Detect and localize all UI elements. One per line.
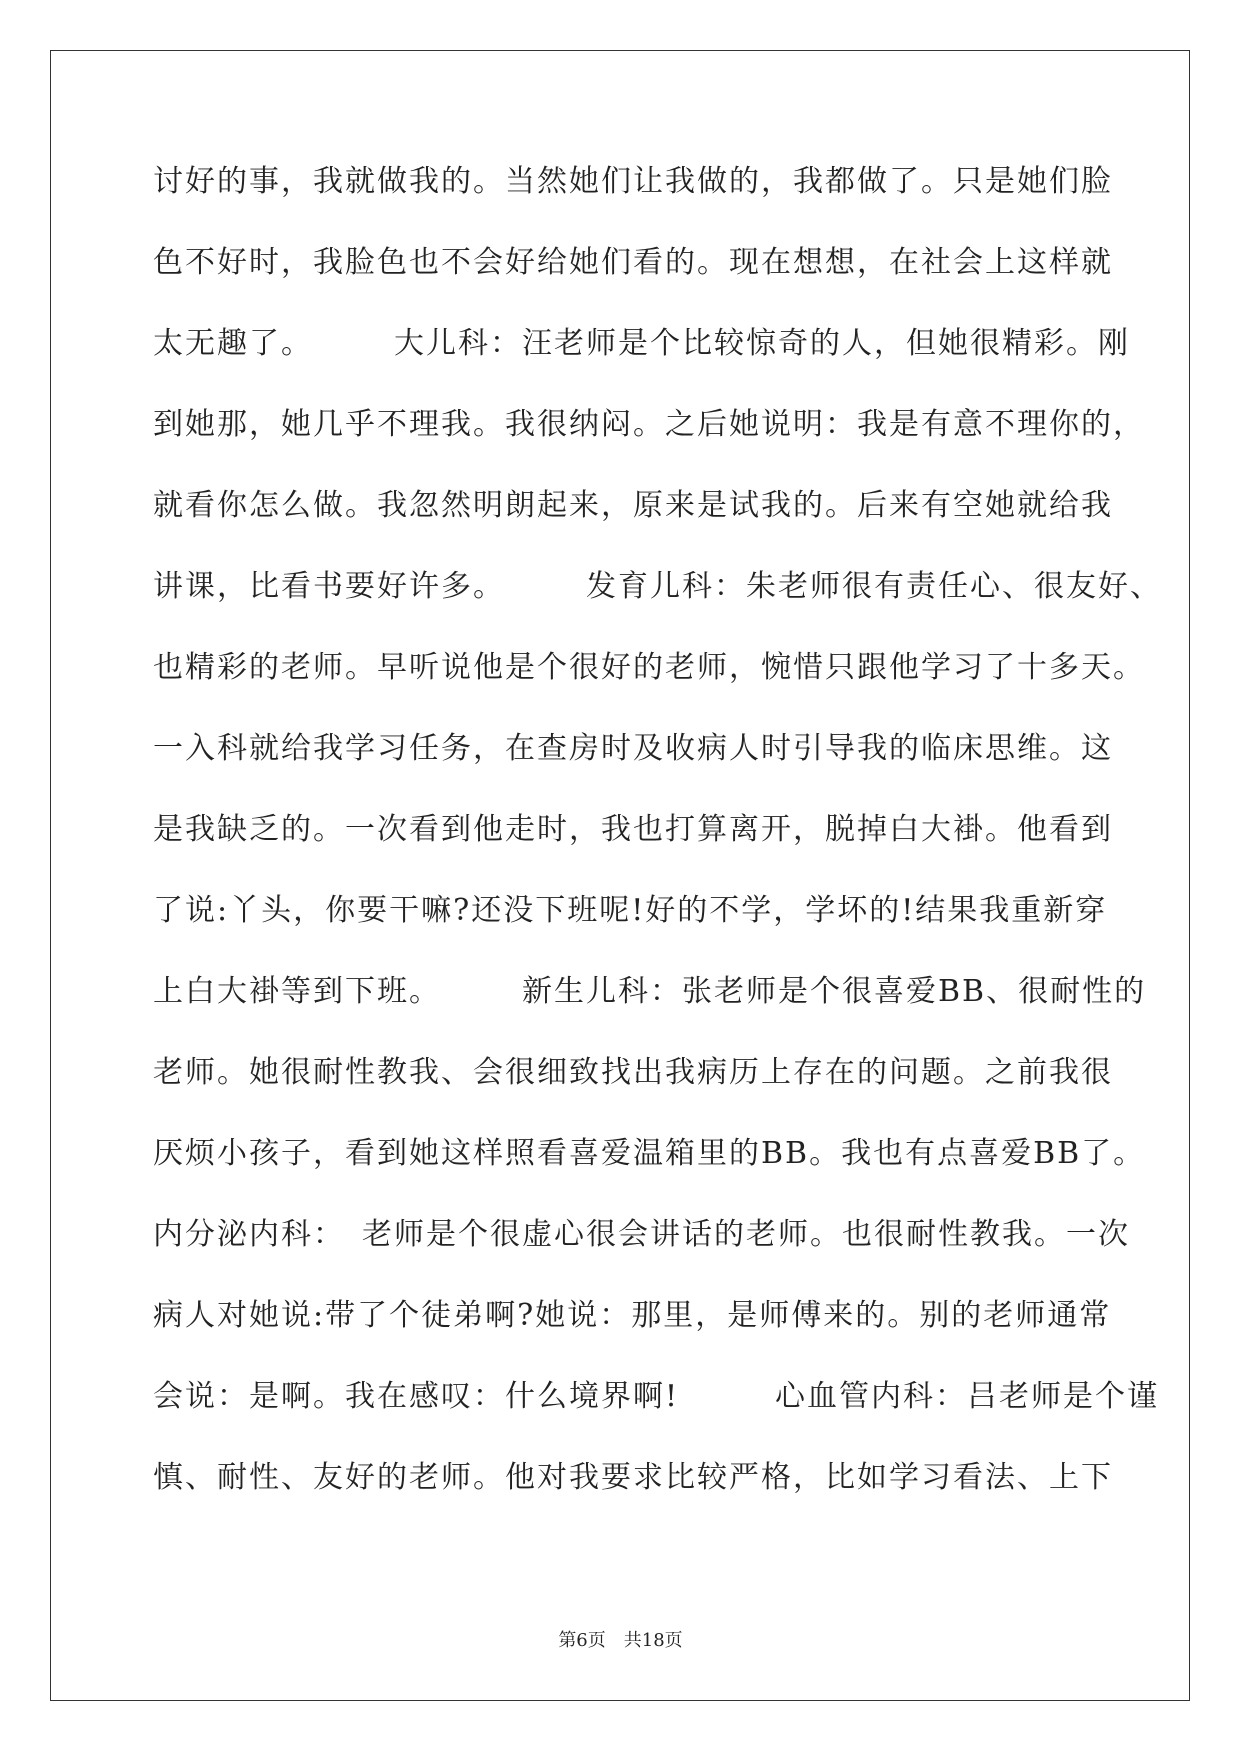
text-line: 讲课，比看书要好许多。 发育儿科：朱老师很有责任心、很友好、 <box>153 569 1162 604</box>
text-line: 会说：是啊。我在感叹：什么境界啊! 心血管内科：吕老师是个谨 <box>153 1379 1160 1414</box>
text-line: 一入科就给我学习任务，在查房时及收病人时引导我的临床思维。这 <box>153 731 1113 766</box>
text-line: 病人对她说:带了个徒弟啊?她说：那里，是师傅来的。别的老师通常 <box>153 1298 1112 1333</box>
text-line: 就看你怎么做。我忽然明朗起来，原来是试我的。后来有空她就给我 <box>153 488 1113 523</box>
text-line: 也精彩的老师。早听说他是个很好的老师，惋惜只跟他学习了十多天。 <box>153 650 1145 685</box>
text-line: 是我缺乏的。一次看到他走时，我也打算离开，脱掉白大褂。他看到 <box>153 812 1113 847</box>
text-line: 慎、耐性、友好的老师。他对我要求比较严格，比如学习看法、上下 <box>153 1460 1113 1495</box>
text-line: 内分泌内科： 老师是个很虚心很会讲话的老师。也很耐性教我。一次 <box>153 1217 1130 1252</box>
text-line: 上白大褂等到下班。 新生儿科：张老师是个很喜爱BB、很耐性的 <box>153 974 1147 1009</box>
text-line: 厌烦小孩子，看到她这样照看喜爱温箱里的BB。我也有点喜爱BB了。 <box>153 1136 1146 1171</box>
page-number-footer: 第6页 共18页 <box>558 1630 683 1651</box>
text-line: 色不好时，我脸色也不会好给她们看的。现在想想，在社会上这样就 <box>153 245 1113 280</box>
document-body <box>153 162 1162 1539</box>
text-line: 到她那，她几乎不理我。我很纳闷。之后她说明：我是有意不理你的， <box>153 407 1145 442</box>
text-line: 老师。她很耐性教我、会很细致找出我病历上存在的问题。之前我很 <box>153 1055 1113 1090</box>
text-line: 讨好的事，我就做我的。当然她们让我做的，我都做了。只是她们脸 <box>153 164 1113 199</box>
text-line: 了说:丫头，你要干嘛?还没下班呢!好的不学，学坏的!结果我重新穿 <box>153 893 1108 928</box>
text-line: 太无趣了。 大儿科：汪老师是个比较惊奇的人，但她很精彩。刚 <box>153 326 1130 361</box>
